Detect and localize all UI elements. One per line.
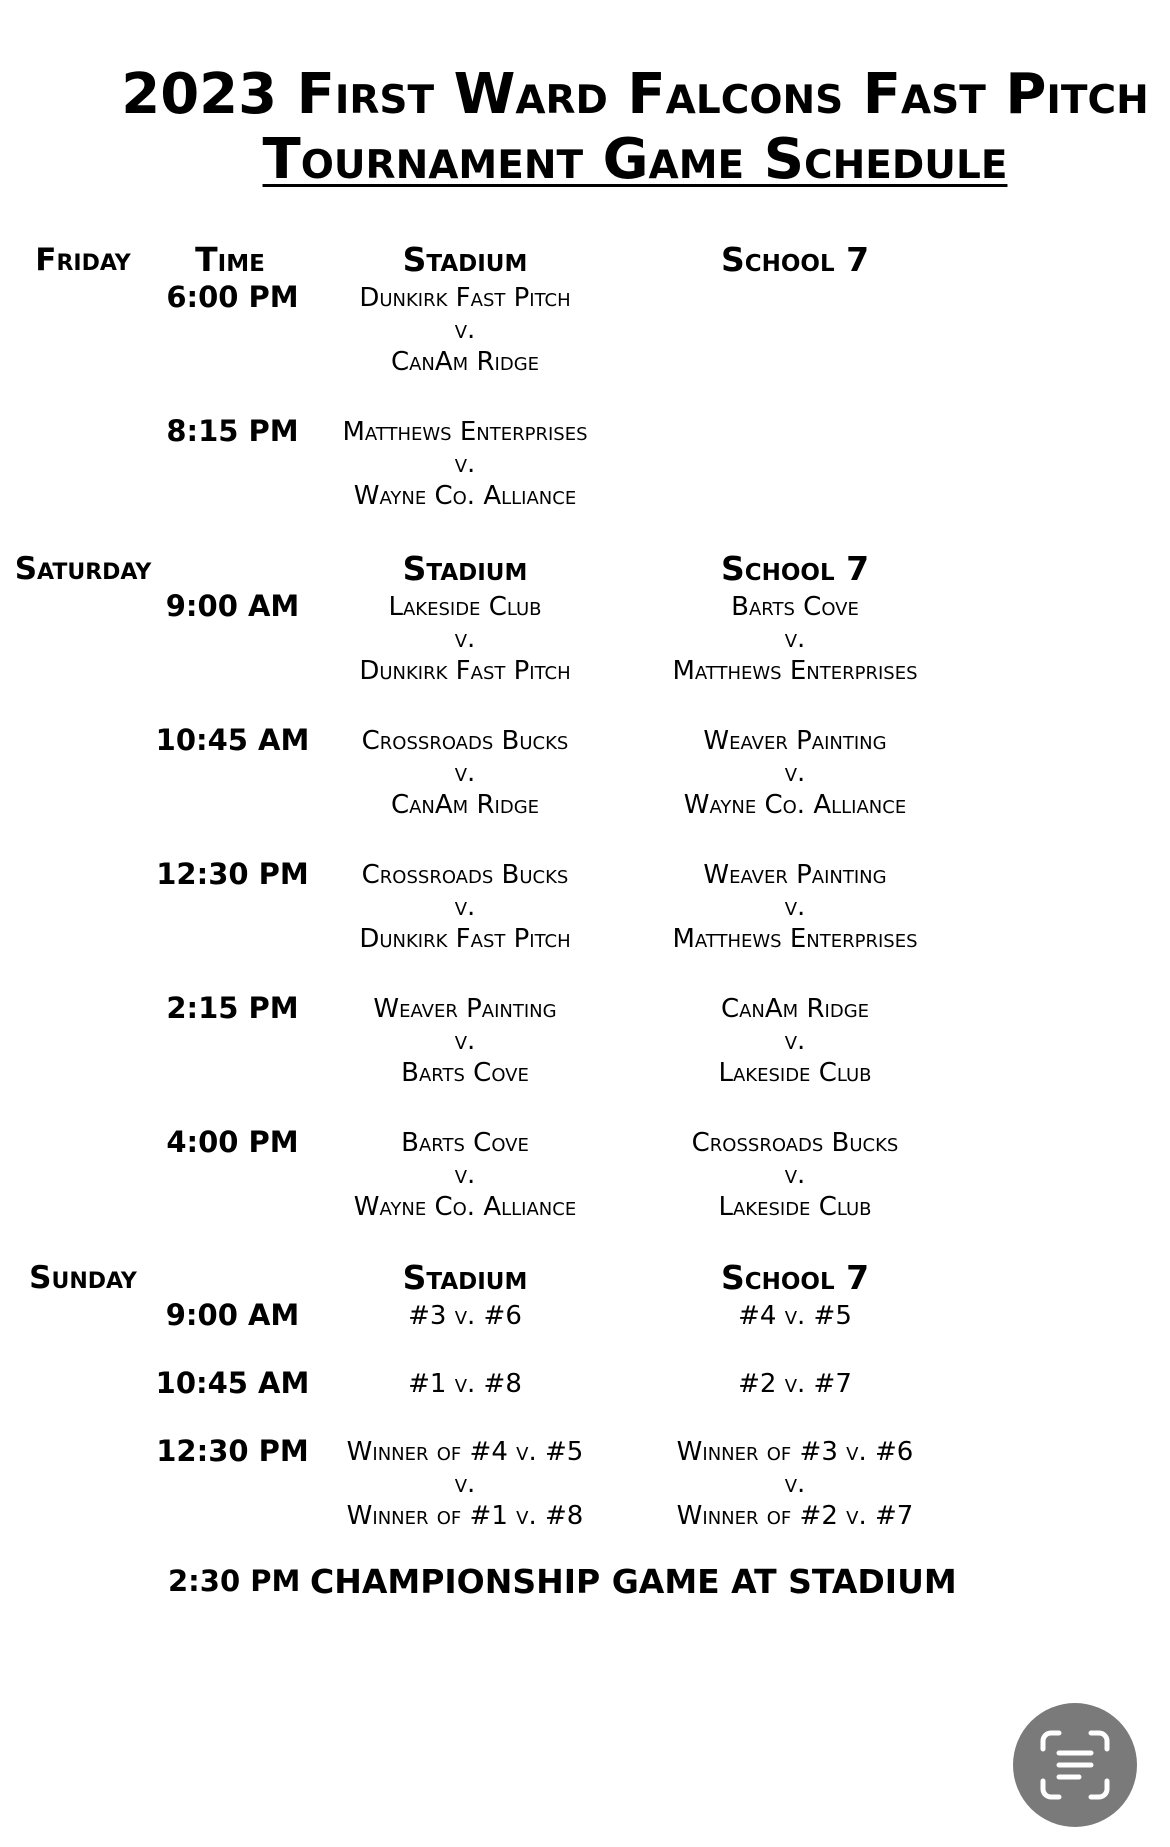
versus-label: v. [454,758,476,788]
school-matchup [630,1300,960,1332]
versus-label: v. [784,1160,806,1190]
team-name: Crossroads Bucks [361,860,569,890]
versus-label: v. [784,1026,806,1056]
school-matchup [630,859,960,955]
team-name: Dunkirk Fast Pitch [359,656,571,686]
seed-matchup: #4 v. #5 [738,1301,852,1331]
team-name: Dunkirk Fast Pitch [359,924,571,954]
bracket-slot: Winner of #3 v. #6 [676,1437,914,1467]
versus-label: v. [454,892,476,922]
game-time: 12:30 PM [156,857,309,891]
game-time: 12:30 PM [156,1434,309,1468]
team-name: Crossroads Bucks [691,1128,899,1158]
column-header-stadium-sunday: Stadium [402,1258,528,1297]
stadium-matchup [300,1436,630,1532]
team-name: CanAm Ridge [390,347,540,377]
team-name: Barts Cove [731,592,859,622]
versus-label: v. [784,758,806,788]
team-name: Crossroads Bucks [361,726,569,756]
schedule-title-line-2 [50,128,1170,192]
day-label-sunday: Sunday [29,1260,137,1296]
game-time: 10:45 AM [155,1366,310,1400]
versus-label: v. [454,315,476,345]
championship-time: 2:30 PM [168,1564,301,1598]
game-time: 8:15 PM [166,414,299,448]
seed-matchup: #3 v. #6 [408,1301,522,1331]
bracket-slot: Winner of #4 v. #5 [346,1437,584,1467]
column-header-school-friday: School 7 [720,240,870,279]
bracket-slot: Winner of #2 v. #7 [676,1501,914,1531]
stadium-matchup [300,1368,630,1400]
game-time: 2:15 PM [166,991,299,1025]
team-name: Weaver Painting [703,860,887,890]
versus-label: v. [454,449,476,479]
team-name: Lakeside Club [718,1058,872,1088]
team-name: Barts Cove [401,1058,529,1088]
day-label-saturday: Saturday [14,551,152,587]
stadium-matchup [300,416,630,512]
school-matchup [630,725,960,821]
column-header-school-sunday: School 7 [720,1258,870,1297]
scan-text-button[interactable] [1013,1703,1137,1827]
stadium-matchup [300,993,630,1089]
team-name: Wayne Co. Alliance [683,790,907,820]
team-name: Matthews Enterprises [342,417,588,447]
stadium-matchup [300,725,630,821]
school-matchup [630,591,960,687]
school-matchup [630,993,960,1089]
game-time: 4:00 PM [166,1125,299,1159]
team-name: Matthews Enterprises [672,656,918,686]
versus-label: v. [784,624,806,654]
seed-matchup: #2 v. #7 [738,1369,852,1399]
team-name: Lakeside Club [388,592,542,622]
team-name: Weaver Painting [703,726,887,756]
seed-matchup: #1 v. #8 [408,1369,522,1399]
team-name: Wayne Co. Alliance [353,481,577,511]
stadium-matchup [300,859,630,955]
stadium-matchup [300,282,630,378]
stadium-matchup [300,1300,630,1332]
versus-label: v. [454,1469,476,1499]
game-time: 9:00 AM [165,1298,300,1332]
school-matchup [630,1127,960,1223]
column-header-time: Time [195,240,265,279]
schedule-title-line-2-text: Tournament Game Schedule [262,127,1008,192]
column-header-school-saturday: School 7 [720,549,870,588]
school-matchup [630,1368,960,1400]
versus-label: v. [454,624,476,654]
schedule-title-line-1: 2023 First Ward Falcons Fast Pitch [121,62,1149,127]
team-name: Dunkirk Fast Pitch [359,283,571,313]
column-header-stadium-saturday: Stadium [402,549,528,588]
stadium-matchup [300,591,630,687]
game-time: 10:45 AM [155,723,310,757]
team-name: CanAm Ridge [390,790,540,820]
team-name: Wayne Co. Alliance [353,1192,577,1222]
column-header-stadium-friday: Stadium [402,240,528,279]
team-name: Weaver Painting [373,994,557,1024]
team-name: Lakeside Club [718,1192,872,1222]
championship-label: CHAMPIONSHIP GAME AT STADIUM [310,1562,957,1601]
team-name: Barts Cove [401,1128,529,1158]
versus-label: v. [784,892,806,922]
team-name: Matthews Enterprises [672,924,918,954]
team-name: CanAm Ridge [720,994,870,1024]
scan-text-icon [1039,1729,1111,1801]
game-time: 9:00 AM [165,589,300,623]
school-matchup [630,1436,960,1532]
bracket-slot: Winner of #1 v. #8 [346,1501,584,1531]
versus-label: v. [454,1160,476,1190]
versus-label: v. [784,1469,806,1499]
game-time: 6:00 PM [166,280,299,314]
versus-label: v. [454,1026,476,1056]
stadium-matchup [300,1127,630,1223]
day-label-friday: Friday [35,242,131,278]
